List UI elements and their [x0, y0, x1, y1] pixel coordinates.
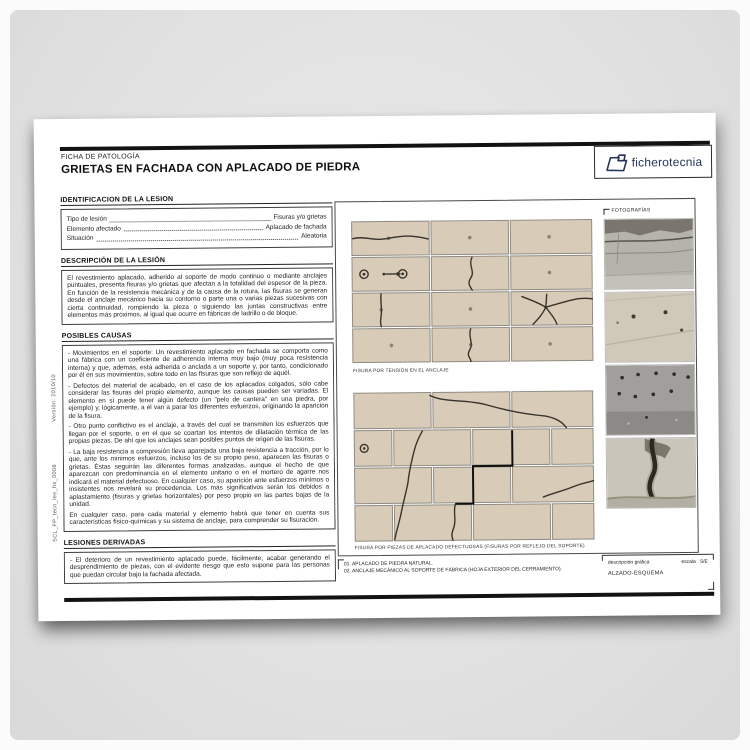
graphic-description-label: descripción gráfica	[607, 559, 650, 566]
causes-section	[62, 330, 336, 532]
pathology-sheet-page	[34, 113, 721, 622]
dotted-leader	[97, 238, 299, 241]
dotted-leader	[124, 229, 263, 231]
derived-box	[64, 549, 336, 584]
id-value: Aplacado de fachada	[265, 222, 327, 231]
legend-notes	[338, 557, 600, 590]
id-label: Elemento afectado	[66, 224, 121, 233]
footer-meta-row	[602, 555, 714, 566]
description-text: El revestimiento aplacado, adherido al soporte de modo continuo o mediante anclajes puntuales, presenta fisuras y/o grietas que afectan a la totalidad del espesor de la pieza. En función de la resistencia mecánica y de la causa de la rotura, las fisuras se generan desde el anclaje mecánico hacia su contorno o parte una o varias piezas sucesivas con cierta continuidad, rompiendo la pieza o siguiendo las juntas constructivas entre elementos más próximos, al igual que ocurre en fábricas de ladrillo o de bloque.	[67, 271, 328, 319]
folder-icon	[604, 151, 630, 173]
description-box	[61, 267, 334, 325]
corner-bracket	[708, 582, 714, 590]
causes-paragraph: En cualquier caso, para cada material y elemento habrá que tener en cuenta sus características físico-químicas y su sistema de anclaje, para comprender su fisuración.	[69, 508, 330, 526]
photo-crack-closeup	[606, 437, 697, 509]
graphic-description-box	[334, 198, 698, 556]
causes-paragraph: - La baja resistencia a compresión lleva aparejada una baja resistencia a tracción, por lo que, ante los mínimos esfuerzos, incluso los de su propio peso, aparecen las fisuras o grietas. Éstas seguirán las diferentes formas analizadas, aunque el hecho de que aparezcan con predominancia en el elemento unitario o en el mortero de agarre nos indicará el material defectuoso. En cualquier caso, su aparición ante esfuerzos mínimos o insistentes nos revelará su procedencia. Los más significativos serán los debidos a aplastamiento (fisuras y grietas horizontales) por peso propio en las partes bajas de la unidad.	[68, 445, 330, 508]
id-value: Aleatoria	[301, 232, 327, 240]
id-label: Situación	[66, 234, 94, 242]
identification-header: IDENTIFICACIÓN DE LA LESIÓN	[60, 194, 332, 206]
file-code-vertical-text: SCL_FP_tecn_les_fis_0008	[51, 464, 59, 542]
version-vertical-text: Versión: 2010/10	[51, 374, 58, 422]
diagram-1-caption: FISURA POR TENSIÓN EN EL ANCLAJE	[353, 368, 449, 375]
brand-name: ficherotecnia	[631, 154, 703, 170]
photos-header	[603, 207, 693, 215]
note-line: 02. ANCLAJE MECÁNICO AL SOPORTE DE FÁBRICA (HOJA EXTERIOR DEL CERRAMIENTO).	[343, 566, 563, 575]
causes-paragraph: - Movimientos en el soporte: Un revestimiento aplacado en fachada se comporta como una fábrica con un coeficiente de adherencia interna muy bajo (muy poca resistencia interna) y que, además, está adherida o anclada a un soporte y, por tanto, condicionado por él en sus movimientos, sobre todo en las fisuras que son reflejo de aquél.	[67, 346, 329, 379]
derived-lesions-section	[64, 537, 336, 584]
derived-text: - El deterioro de un revestimiento aplacado puede, fácilmente, acabar generando el desprendimiento de piezas, con el evidente riesgo que esto supone para las personas que puedan circular bajo la fachada afectada.	[69, 553, 330, 579]
view-type-label: ALZADO-ESQUEMA	[607, 570, 664, 577]
text-column	[60, 194, 336, 595]
corner-bracket	[603, 209, 609, 215]
photo-panel-anchors	[604, 291, 695, 363]
dotted-leader	[110, 220, 271, 223]
diagram-2-caption: FISURA POR PIEZAS DE APLACADO DEFECTUOSAS (FISURAS POR REFLEJO DEL SOPORTE)	[354, 544, 585, 552]
id-row-elemento	[67, 223, 327, 233]
id-label: Tipo de lesión	[66, 215, 107, 223]
description-section	[61, 255, 334, 325]
scale-value: S/E	[699, 558, 708, 565]
photo-facade-cracks	[604, 218, 695, 290]
causes-box	[62, 342, 336, 532]
anchor-symbols	[363, 447, 366, 450]
id-row-situacion	[67, 232, 327, 242]
derived-header: LESIONES DERIVADAS	[64, 537, 336, 549]
scale-group	[681, 559, 708, 565]
id-value: Fisuras y/o grietas	[273, 213, 327, 221]
doc-type-label: FICHA DE PATOLOGÍA	[60, 153, 140, 162]
corner-bracket	[338, 559, 344, 569]
causes-paragraph: - Otro punto conflictivo es el anclaje, a través del cual se transmiten los esfuerzos que llegan por el soporte, o en el que se coartan los intentos de dilatación térmica de las propias piezas. De ahí que los anclajes sean posibles puntos de origen de las fisuras.	[68, 420, 329, 445]
drawing-title-block	[602, 554, 714, 591]
photos-label: FOTOGRAFÍAS	[611, 207, 651, 214]
photos-column	[603, 207, 696, 511]
description-header: DESCRIPCIÓN DE LA LESIÓN	[61, 255, 333, 267]
photo-stone-anchors	[605, 364, 696, 436]
causes-paragraph: - Defectos del material de acabado, en el caso de los aplacados colgados, sólo cabe considerar las fisuras del propio elemento, aunque las causas pueden ser variadas. El elemento en sí puede tener algún defecto (un "pelo de cantera" en una piedra, por ejemplo) y, lógicamente, a él van a parar los diferentes esfuerzos, originando la aparición de la fisura.	[68, 379, 329, 420]
brand-logo	[594, 145, 712, 179]
note-line: 01. APLACADO DE PIEDRA NATURAL.	[343, 560, 434, 568]
page-title: GRIETAS EN FACHADA CON APLACADO DE PIEDRA	[61, 161, 361, 177]
tick	[713, 555, 714, 560]
causes-header: POSIBLES CAUSAS	[62, 330, 334, 342]
scale-label: escala	[681, 558, 696, 566]
id-row-tipo	[67, 213, 327, 223]
anchor-tension-crack-diagram	[351, 218, 594, 366]
identification-section	[60, 194, 332, 249]
defective-cladding-crack-diagram	[352, 390, 595, 543]
tick	[602, 556, 603, 561]
identification-box	[60, 206, 332, 249]
